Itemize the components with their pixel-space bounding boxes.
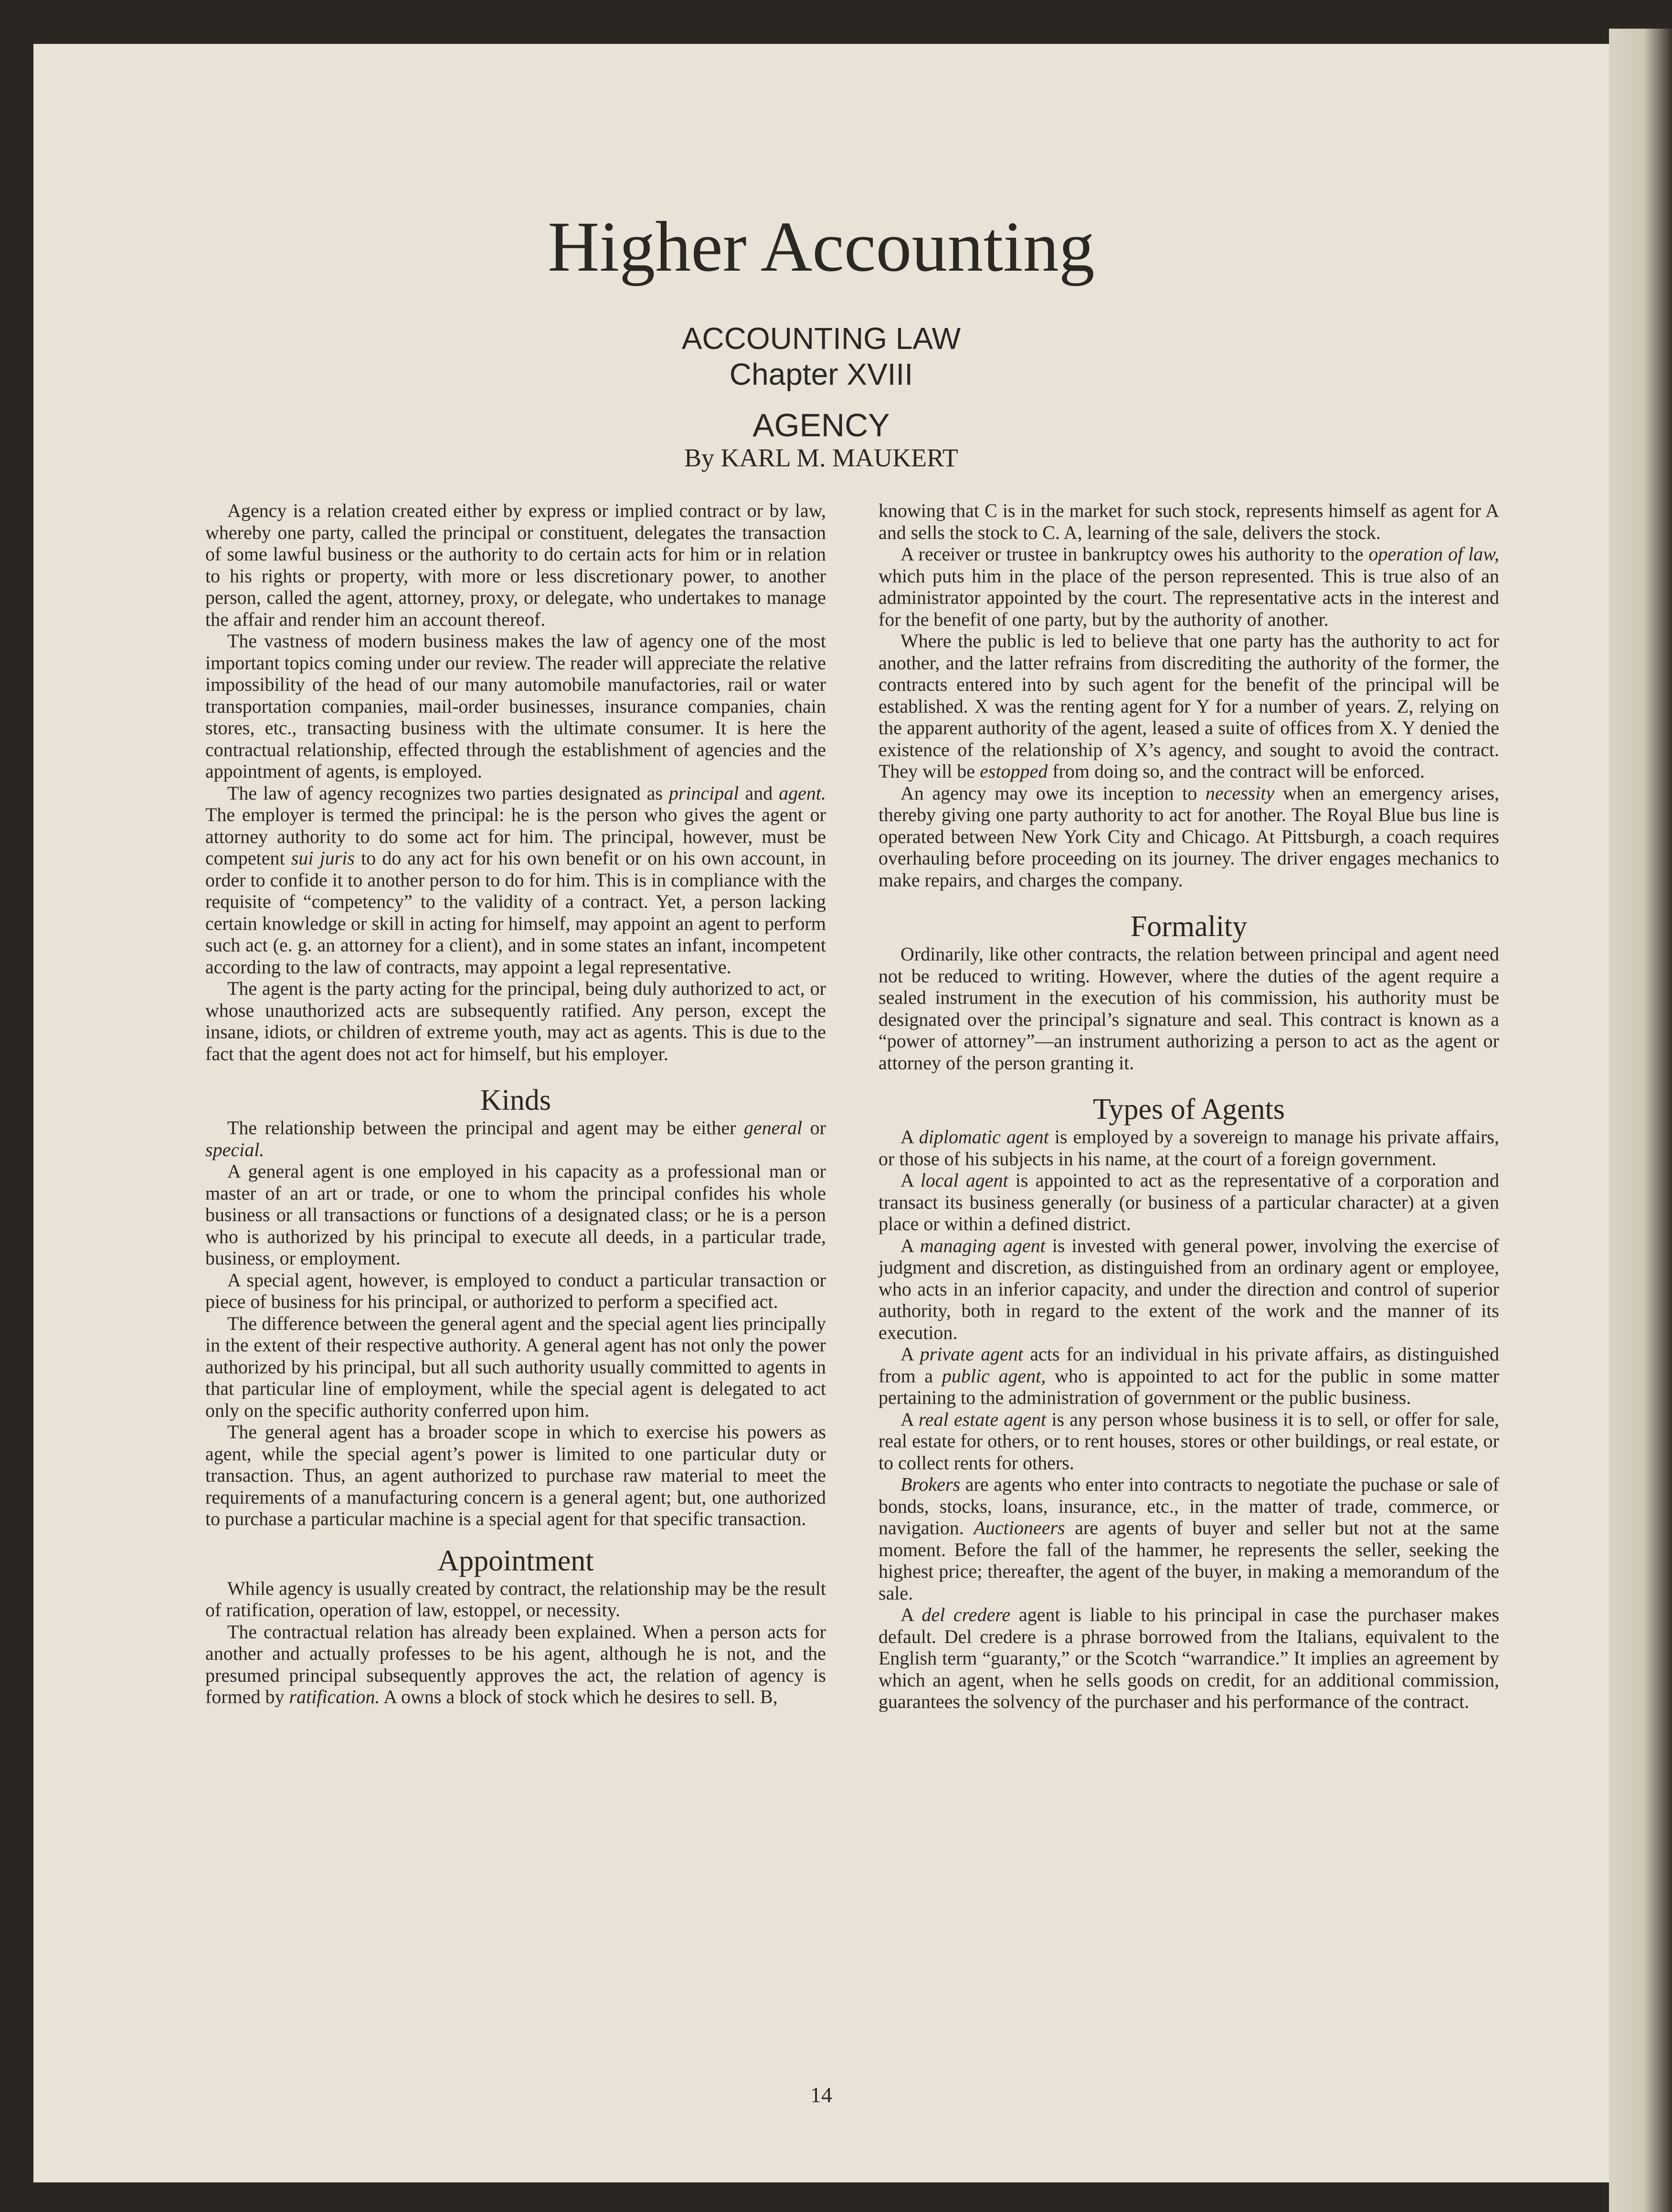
binding-edge: [1609, 29, 1672, 2212]
paragraph: While agency is usually created by contract, the relationship may be the result of ratification, operation of law, estoppel, or necessity.: [205, 1577, 826, 1621]
section-subtitle: ACCOUNTING LAW: [681, 321, 961, 356]
paragraph: A general agent is one employed in his capacity as a professional man or master of an art or trade, or one to whom the principal confides his whole business or all transactions or functions of a designated class; or he is a person who is authorized by his principal to execute all deeds, in a particular trade, business, or employment.: [205, 1160, 826, 1269]
section-heading-types: Types of Agents: [1092, 1093, 1285, 1126]
paragraph: The vastness of modern business makes the law of agency one of the most important topics coming under our review. The reader will appreciate the relative impossibility of the head of our many automobile manufactories, rail or water transportation companies, mail-order businesses, insurance companies, chain stores, etc., transacting business with the ultimate consumer. It is here the contractual relationship, effected through the establishment of agencies and the appointment of agents, is employed.: [205, 630, 826, 782]
paragraph: knowing that C is in the market for such stock, represents himself as agent for A and sells the stock to C. A, learning of the sale, delivers the stock.: [878, 500, 1499, 543]
section-heading-formality: Formality: [1130, 910, 1248, 943]
paragraph: An agency may owe its inception to necessity when an emergency arises, thereby giving one party authority to act for another. The Royal Blue bus line is operated between New York City and Chicago. At Pittsburgh, a coach requires overhauling before proceeding on its journey. The driver engages mechanics to make repairs, and charges the company.: [878, 782, 1499, 891]
section-heading-kinds: Kinds: [480, 1084, 551, 1117]
page-title: Higher Accounting: [548, 207, 1095, 286]
paragraph: A local agent is appointed to act as the representative of a corporation and transact its business generally (or business of a particular character) at a given place or within a defined district.: [878, 1169, 1500, 1234]
paragraph: A real estate agent is any person whose business it is to sell, or offer for sale, real estate for others, or to rent houses, stores or other buildings, or real estate, or to collect rents for others.: [878, 1408, 1499, 1474]
magazine-page: [33, 44, 1609, 2182]
paragraph: A del credere agent is liable to his principal in case the purchaser makes default. Del credere is a phrase borrowed from the Italians, equivalent to the English term “guaranty,” or the Scotch “warrandice.” It implies an agreement by which an agent, when he sells goods on credit, for an additional commission, guarantees the solvency of the purchaser and his performance of the contract.: [878, 1604, 1500, 1712]
paragraph: A managing agent is invested with general power, involving the exercise of judgment and discretion, as distinguished from an ordinary agent or employee, who acts in an inferior capacity, and under the direction and control of superior authority, both in regard to the extent of the work and the manner of its execution.: [878, 1234, 1499, 1343]
page-number: 14: [810, 2083, 832, 2107]
paragraph: A private agent acts for an individual in his private affairs, as distinguished from a public agent, who is appointed to act for the public in some matter pertaining to the administration of government or the public business.: [878, 1343, 1499, 1408]
paragraph: Agency is a relation created either by express or implied contract or by law, whereby one party, called the principal or constituent, delegates the transaction of some lawful business or the authority to do certain acts for him or in relation to his rights or property, with more or less discretionary power, to another person, called the agent, attorney, proxy, or delegate, who undertakes to manage the affair and render him an account thereof.: [205, 500, 826, 630]
article-title: AGENCY: [752, 407, 890, 443]
paragraph: The agent is the party acting for the principal, being duly authorized to act, or whose unauthorized acts are subsequently ratified. Any person, except the insane, idiots, or children of extreme youth, may act as agents. This is due to the fact that the agent does not act for himself, but his employer.: [205, 978, 826, 1064]
chapter-label: Chapter XVIII: [729, 357, 913, 391]
paragraph: A special agent, however, is employed to conduct a particular transaction or piece of business for his principal, or authorized to perform a specified act.: [205, 1269, 826, 1312]
paragraph: The general agent has a broader scope in which to exercise his powers as agent, while the special agent’s power is limited to one particular duty or transaction. Thus, an agent authorized to purchase raw material to meet the requirements of a manufacturing concern is a general agent; but, one authorized to purchase a particular machine is a special agent for that specific transaction.: [205, 1421, 826, 1529]
left-column: [205, 500, 826, 1708]
paragraph: Ordinarily, like other contracts, the relation between principal and agent need not be reduced to writing. However, where the duties of the agent require a sealed instrument in the execution of his commission, his authority must be designated over the principal’s signature and seal. This contract is known as a “power of attorney”—an instrument authorizing a person to act as the agent or attorney of the person granting it.: [878, 943, 1499, 1074]
paragraph: The relationship between the principal and agent may be either general or special.: [205, 1117, 826, 1160]
right-column: [878, 500, 1499, 1713]
paragraph: Where the public is led to believe that one party has the authority to act for another, and the latter refrains from discrediting the authority of the former, the contracts entered into by such agent for the benefit of the principal will be established. X was the renting agent for Y for a number of years. Z, relying on the apparent authority of the agent, leased a suite of offices from X. Y denied the existence of the relationship of X’s agency, and sought to avoid the contract. They will be estopped from doing so, and the contract will be enforced.: [878, 630, 1499, 782]
paragraph: The difference between the general agent and the special agent lies principally in the extent of their respective authority. A general agent has not only the power authorized by his principal, but all such authority usually committed to agents in that particular line of employment, while the special agent is delegated to act only on the specific authority conferred upon him.: [205, 1312, 826, 1421]
paragraph: A diplomatic agent is employed by a sovereign to manage his private affairs, or those of his subjects in his name, at the court of a foreign government.: [878, 1126, 1499, 1169]
paragraph: The law of agency recognizes two parties designated as principal and agent. The employer is termed the principal: he is the person who gives the agent or attorney authority to do some act for him. The principal, however, must be competent sui juris to do any act for his own benefit or on his own account, in order to confide it to another person to do for him. This is in compliance with the requisite of “competency” to the validity of a contract. Yet, a person lacking certain knowledge or skill in acting for himself, may appoint an agent to perform such act (e. g. an attorney for a client), and in some states an infant, incompetent according to the law of contracts, may appoint a legal representative.: [205, 782, 826, 978]
byline: By KARL M. MAUKERT: [684, 443, 958, 472]
section-heading-appointment: Appointment: [437, 1544, 594, 1577]
paragraph: The contractual relation has already been explained. When a person acts for another and actually professes to be his agent, although he is not, and the presumed principal subsequently approves the act, the relation of agency is formed by ratification. A owns a block of stock which he desires to sell. B,: [205, 1621, 826, 1707]
paragraph: Brokers are agents who enter into contracts to negotiate the puchase or sale of bonds, stocks, loans, insurance, etc., in the matter of trade, commerce, or navigation. Auctioneers are agents of buyer and seller but not at the same moment. Before the fall of the hammer, he represents the seller, seeking the highest price; thereafter, the agent of the buyer, in making a memorandum of the sale.: [878, 1474, 1499, 1604]
paragraph: A receiver or trustee in bankruptcy owes his authority to the operation of law, which puts him in the place of the person represented. This is true also of an administrator appointed by the court. The representative acts in the interest and for the benefit of one party, but by the authority of another.: [878, 543, 1499, 630]
